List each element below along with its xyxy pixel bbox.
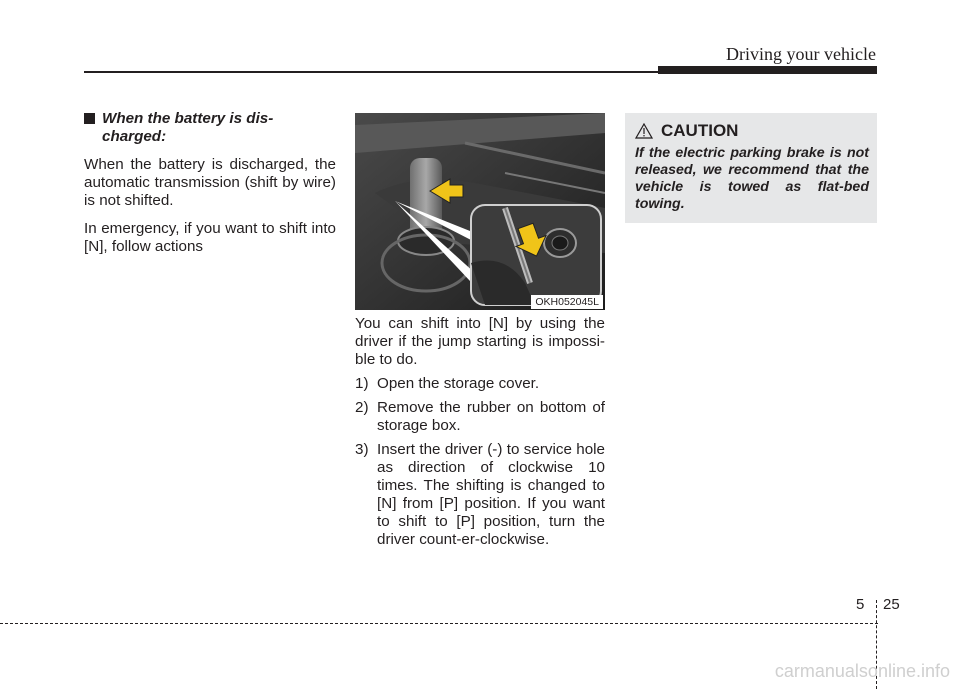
watermark: carmanualsonline.info [774,661,950,681]
step-item [355,441,605,549]
shifter-storage-figure [355,113,605,310]
step-number: 3) [355,441,369,458]
step-item [355,399,605,435]
header-rule [84,71,660,73]
heading-line-1: When the battery is dis- [102,110,274,127]
paragraph-battery: When the battery is discharged, the automatic transmission (shift by wire) is not shifted. [84,156,336,209]
step-text: Insert the driver (-) to service hole as direction of clockwise 10 times. The shifting is changed to [N] from [P] position. If you want to shift to [P] position, turn the driver count-er-clockwise. [377,441,605,548]
heading-line-2: charged: [102,128,167,145]
caution-heading [635,121,738,141]
chapter-number: 5 [856,596,865,613]
paragraph-emergency: In emergency, if you want to shift into [N], follow actions [84,220,336,255]
header-rule-bold [658,66,877,74]
page-number: 25 [883,596,900,613]
step-text: Open the storage cover. [377,375,540,392]
caution-box [625,113,877,223]
caution-title: CAUTION [661,121,739,140]
step-text: Remove the rubber on bottom of storage box. [377,399,605,434]
square-bullet-icon [84,113,95,124]
footer-rule [0,623,878,624]
step-number: 2) [355,399,369,416]
section-title: Driving your vehicle [726,44,876,64]
paragraph-intro: You can shift into [N] by using the driver if the jump starting is impossi-ble to do. [355,315,605,368]
figure-code: OKH052045L [531,295,603,309]
step-item [355,375,605,393]
left-column [84,110,336,266]
caution-text: If the electric parking brake is not released, we recommend that the vehicle is towed as flat-bed towing. [635,145,869,212]
step-number: 1) [355,375,369,392]
section-heading [84,110,336,146]
middle-column [355,315,605,555]
warning-triangle-icon [635,123,653,139]
shifter-illustration [355,113,605,310]
